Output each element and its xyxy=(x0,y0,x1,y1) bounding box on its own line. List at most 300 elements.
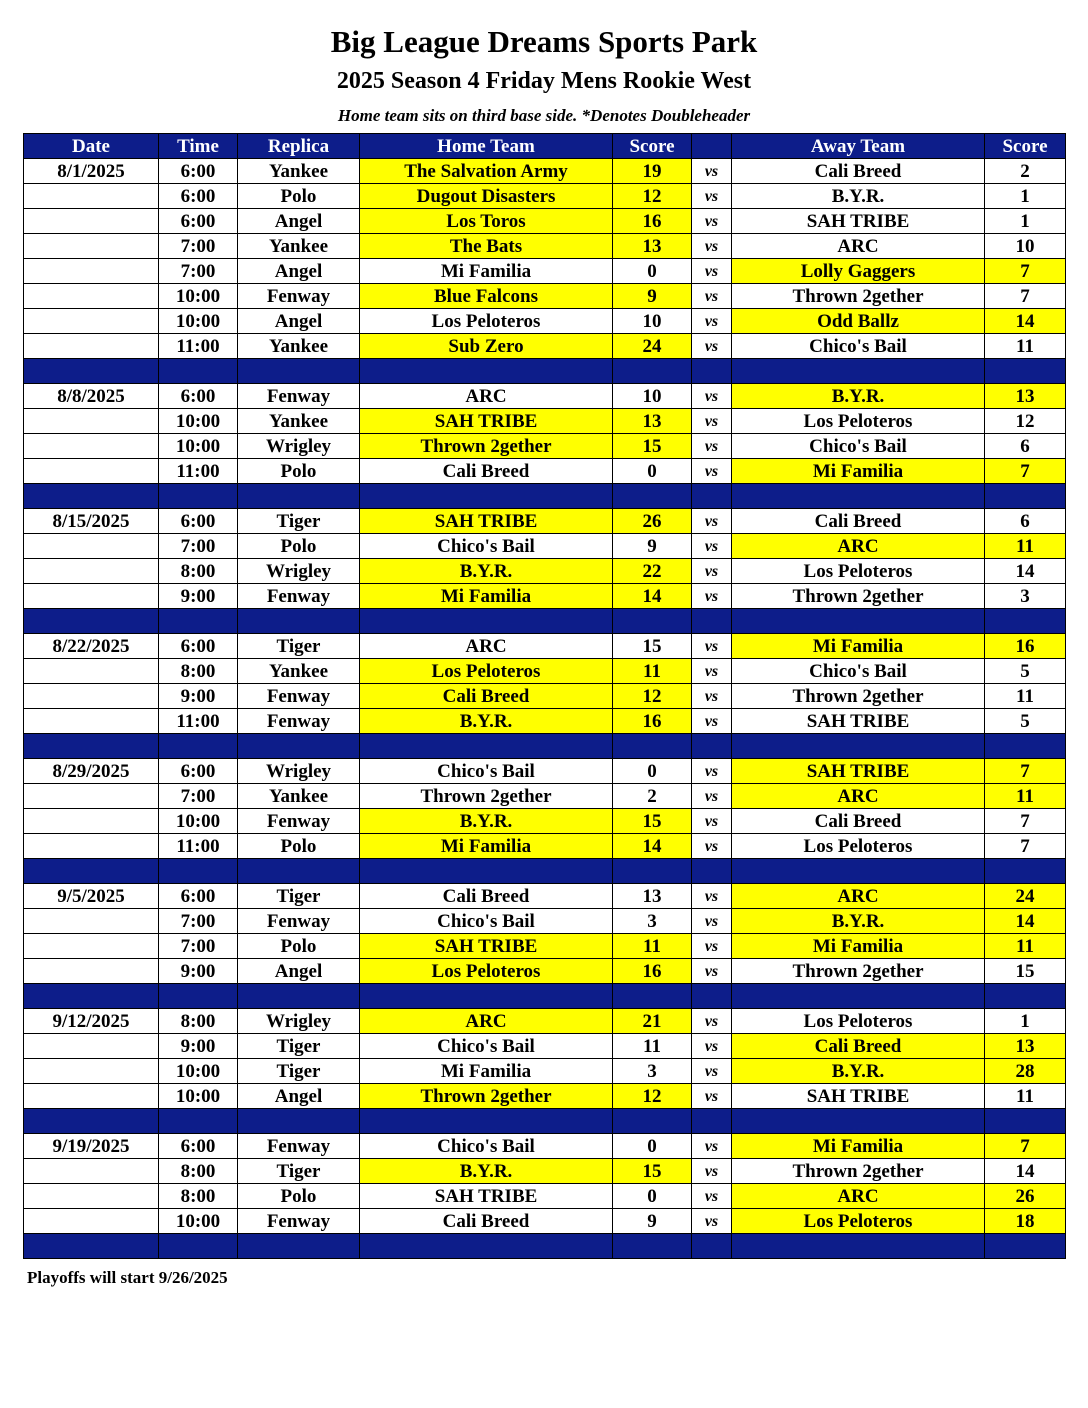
home-score: 12 xyxy=(613,684,692,709)
away-team: Los Peloteros xyxy=(732,409,985,434)
away-team: ARC xyxy=(732,784,985,809)
home-score: 3 xyxy=(613,1059,692,1084)
away-score: 6 xyxy=(985,509,1066,534)
away-score: 11 xyxy=(985,934,1066,959)
field-replica: Fenway xyxy=(238,709,360,734)
vs-label: vs xyxy=(692,584,732,609)
separator-cell xyxy=(613,609,692,634)
home-score: 0 xyxy=(613,1184,692,1209)
game-row xyxy=(24,1159,1066,1184)
game-row xyxy=(24,934,1066,959)
separator-cell xyxy=(732,734,985,759)
game-date xyxy=(24,209,159,234)
home-score: 9 xyxy=(613,534,692,559)
separator-cell xyxy=(24,1109,159,1134)
separator-cell xyxy=(985,1234,1066,1259)
separator-cell xyxy=(985,484,1066,509)
away-team: Mi Familia xyxy=(732,459,985,484)
game-time: 7:00 xyxy=(159,934,238,959)
game-time: 6:00 xyxy=(159,1134,238,1159)
col-header-home-score: Score xyxy=(613,134,692,159)
home-score: 13 xyxy=(613,409,692,434)
game-row xyxy=(24,284,1066,309)
separator-cell xyxy=(238,734,360,759)
game-row xyxy=(24,509,1066,534)
game-date: 8/8/2025 xyxy=(24,384,159,409)
home-score: 12 xyxy=(613,184,692,209)
away-team: B.Y.R. xyxy=(732,909,985,934)
home-score: 0 xyxy=(613,759,692,784)
vs-label: vs xyxy=(692,809,732,834)
game-date: 9/19/2025 xyxy=(24,1134,159,1159)
home-team: Mi Familia xyxy=(360,259,613,284)
game-time: 9:00 xyxy=(159,584,238,609)
home-team: Mi Familia xyxy=(360,584,613,609)
game-time: 10:00 xyxy=(159,309,238,334)
separator-cell xyxy=(159,859,238,884)
separator-cell xyxy=(238,1234,360,1259)
vs-label: vs xyxy=(692,959,732,984)
away-team: Los Peloteros xyxy=(732,1209,985,1234)
col-header-replica: Replica xyxy=(238,134,360,159)
field-replica: Tiger xyxy=(238,509,360,534)
away-score: 3 xyxy=(985,584,1066,609)
field-replica: Yankee xyxy=(238,784,360,809)
away-score: 11 xyxy=(985,684,1066,709)
game-date xyxy=(24,709,159,734)
home-score: 9 xyxy=(613,284,692,309)
separator-cell xyxy=(24,359,159,384)
game-date xyxy=(24,1184,159,1209)
away-team: Thrown 2gether xyxy=(732,284,985,309)
field-replica: Yankee xyxy=(238,159,360,184)
away-score: 11 xyxy=(985,534,1066,559)
field-replica: Tiger xyxy=(238,1059,360,1084)
game-date xyxy=(24,184,159,209)
schedule-table xyxy=(23,133,1066,1259)
home-score: 3 xyxy=(613,909,692,934)
game-row xyxy=(24,659,1066,684)
col-header-date: Date xyxy=(24,134,159,159)
field-replica: Yankee xyxy=(238,409,360,434)
vs-label: vs xyxy=(692,384,732,409)
vs-label: vs xyxy=(692,709,732,734)
separator-cell xyxy=(985,984,1066,1009)
week-separator xyxy=(24,484,1066,509)
away-score: 7 xyxy=(985,834,1066,859)
home-score: 16 xyxy=(613,959,692,984)
separator-cell xyxy=(238,859,360,884)
field-replica: Fenway xyxy=(238,909,360,934)
away-score: 12 xyxy=(985,409,1066,434)
home-score: 11 xyxy=(613,1034,692,1059)
game-time: 7:00 xyxy=(159,534,238,559)
field-replica: Wrigley xyxy=(238,759,360,784)
home-team: Thrown 2gether xyxy=(360,1084,613,1109)
separator-cell xyxy=(24,734,159,759)
field-replica: Polo xyxy=(238,184,360,209)
vs-label: vs xyxy=(692,509,732,534)
separator-cell xyxy=(692,984,732,1009)
field-replica: Angel xyxy=(238,259,360,284)
game-row xyxy=(24,234,1066,259)
away-score: 11 xyxy=(985,784,1066,809)
home-team: The Bats xyxy=(360,234,613,259)
field-replica: Polo xyxy=(238,534,360,559)
separator-cell xyxy=(985,859,1066,884)
game-date xyxy=(24,584,159,609)
game-time: 6:00 xyxy=(159,159,238,184)
vs-label: vs xyxy=(692,1134,732,1159)
away-score: 18 xyxy=(985,1209,1066,1234)
game-row xyxy=(24,159,1066,184)
away-score: 13 xyxy=(985,384,1066,409)
away-team: ARC xyxy=(732,884,985,909)
away-score: 14 xyxy=(985,909,1066,934)
vs-label: vs xyxy=(692,334,732,359)
game-time: 8:00 xyxy=(159,1009,238,1034)
schedule-body xyxy=(24,159,1066,1259)
game-date xyxy=(24,1084,159,1109)
field-replica: Polo xyxy=(238,1184,360,1209)
header-row xyxy=(24,134,1066,159)
home-team: Los Peloteros xyxy=(360,959,613,984)
away-team: Thrown 2gether xyxy=(732,959,985,984)
home-score: 12 xyxy=(613,1084,692,1109)
home-score: 14 xyxy=(613,834,692,859)
home-team: B.Y.R. xyxy=(360,709,613,734)
field-replica: Angel xyxy=(238,309,360,334)
game-time: 11:00 xyxy=(159,709,238,734)
vs-label: vs xyxy=(692,1009,732,1034)
game-date xyxy=(24,834,159,859)
game-date xyxy=(24,784,159,809)
game-date xyxy=(24,809,159,834)
home-score: 15 xyxy=(613,434,692,459)
game-date: 8/1/2025 xyxy=(24,159,159,184)
home-team: B.Y.R. xyxy=(360,809,613,834)
separator-cell xyxy=(692,859,732,884)
game-time: 6:00 xyxy=(159,184,238,209)
game-row xyxy=(24,834,1066,859)
away-score: 1 xyxy=(985,184,1066,209)
field-replica: Yankee xyxy=(238,659,360,684)
separator-cell xyxy=(360,734,613,759)
home-team: B.Y.R. xyxy=(360,1159,613,1184)
game-time: 6:00 xyxy=(159,384,238,409)
away-score: 16 xyxy=(985,634,1066,659)
col-header-away-score: Score xyxy=(985,134,1066,159)
field-replica: Angel xyxy=(238,959,360,984)
game-row xyxy=(24,534,1066,559)
field-replica: Fenway xyxy=(238,584,360,609)
home-score: 15 xyxy=(613,1159,692,1184)
field-replica: Fenway xyxy=(238,809,360,834)
game-row xyxy=(24,1009,1066,1034)
week-separator xyxy=(24,359,1066,384)
game-row xyxy=(24,759,1066,784)
separator-cell xyxy=(360,984,613,1009)
game-row xyxy=(24,909,1066,934)
vs-label: vs xyxy=(692,159,732,184)
game-time: 7:00 xyxy=(159,909,238,934)
home-score: 0 xyxy=(613,259,692,284)
home-team: Cali Breed xyxy=(360,1209,613,1234)
separator-cell xyxy=(159,609,238,634)
game-time: 7:00 xyxy=(159,234,238,259)
home-team: Mi Familia xyxy=(360,834,613,859)
home-score: 11 xyxy=(613,659,692,684)
game-row xyxy=(24,959,1066,984)
game-row xyxy=(24,1084,1066,1109)
game-row xyxy=(24,1184,1066,1209)
game-time: 10:00 xyxy=(159,409,238,434)
home-team: ARC xyxy=(360,1009,613,1034)
home-team: Cali Breed xyxy=(360,884,613,909)
separator-cell xyxy=(985,359,1066,384)
game-date xyxy=(24,284,159,309)
away-team: Chico's Bail xyxy=(732,659,985,684)
separator-cell xyxy=(692,484,732,509)
home-team: SAH TRIBE xyxy=(360,934,613,959)
separator-cell xyxy=(159,984,238,1009)
away-team: Cali Breed xyxy=(732,1034,985,1059)
separator-cell xyxy=(613,734,692,759)
separator-cell xyxy=(360,859,613,884)
vs-label: vs xyxy=(692,1159,732,1184)
away-team: Mi Familia xyxy=(732,1134,985,1159)
vs-label: vs xyxy=(692,259,732,284)
game-time: 11:00 xyxy=(159,834,238,859)
vs-label: vs xyxy=(692,634,732,659)
home-score: 15 xyxy=(613,634,692,659)
separator-cell xyxy=(24,859,159,884)
vs-label: vs xyxy=(692,209,732,234)
away-score: 1 xyxy=(985,1009,1066,1034)
away-score: 28 xyxy=(985,1059,1066,1084)
home-team: SAH TRIBE xyxy=(360,509,613,534)
away-score: 5 xyxy=(985,709,1066,734)
field-replica: Tiger xyxy=(238,1159,360,1184)
vs-label: vs xyxy=(692,909,732,934)
game-row xyxy=(24,1209,1066,1234)
home-score: 0 xyxy=(613,459,692,484)
field-replica: Polo xyxy=(238,834,360,859)
away-score: 7 xyxy=(985,809,1066,834)
separator-cell xyxy=(692,1234,732,1259)
separator-cell xyxy=(24,984,159,1009)
separator-cell xyxy=(732,859,985,884)
away-team: Cali Breed xyxy=(732,809,985,834)
separator-cell xyxy=(732,984,985,1009)
home-score: 11 xyxy=(613,934,692,959)
home-team: Chico's Bail xyxy=(360,534,613,559)
field-replica: Fenway xyxy=(238,1209,360,1234)
field-replica: Fenway xyxy=(238,284,360,309)
game-row xyxy=(24,684,1066,709)
game-row xyxy=(24,384,1066,409)
vs-label: vs xyxy=(692,1084,732,1109)
away-score: 6 xyxy=(985,434,1066,459)
away-score: 14 xyxy=(985,559,1066,584)
game-time: 6:00 xyxy=(159,634,238,659)
home-score: 16 xyxy=(613,709,692,734)
separator-cell xyxy=(732,1234,985,1259)
home-team: Sub Zero xyxy=(360,334,613,359)
separator-cell xyxy=(613,484,692,509)
home-score: 2 xyxy=(613,784,692,809)
away-team: ARC xyxy=(732,234,985,259)
game-time: 7:00 xyxy=(159,784,238,809)
separator-cell xyxy=(360,484,613,509)
away-team: Lolly Gaggers xyxy=(732,259,985,284)
game-time: 10:00 xyxy=(159,284,238,309)
game-date xyxy=(24,309,159,334)
separator-cell xyxy=(985,1109,1066,1134)
game-time: 6:00 xyxy=(159,759,238,784)
game-date xyxy=(24,1034,159,1059)
separator-cell xyxy=(238,484,360,509)
field-replica: Fenway xyxy=(238,684,360,709)
away-team: B.Y.R. xyxy=(732,1059,985,1084)
away-team: Thrown 2gether xyxy=(732,584,985,609)
away-team: Thrown 2gether xyxy=(732,684,985,709)
field-replica: Tiger xyxy=(238,634,360,659)
vs-label: vs xyxy=(692,434,732,459)
schedule-note: Home team sits on third base side. *Denotes Doubleheader xyxy=(337,106,751,125)
field-replica: Yankee xyxy=(238,334,360,359)
field-replica: Tiger xyxy=(238,1034,360,1059)
separator-cell xyxy=(360,609,613,634)
away-score: 13 xyxy=(985,1034,1066,1059)
separator-cell xyxy=(613,1109,692,1134)
away-team: Los Peloteros xyxy=(732,1009,985,1034)
away-score: 14 xyxy=(985,309,1066,334)
away-team: Chico's Bail xyxy=(732,434,985,459)
game-date xyxy=(24,959,159,984)
away-team: Chico's Bail xyxy=(732,334,985,359)
home-team: Chico's Bail xyxy=(360,759,613,784)
game-time: 9:00 xyxy=(159,959,238,984)
separator-cell xyxy=(360,1234,613,1259)
vs-label: vs xyxy=(692,759,732,784)
away-score: 24 xyxy=(985,884,1066,909)
week-separator xyxy=(24,984,1066,1009)
game-row xyxy=(24,809,1066,834)
separator-cell xyxy=(159,484,238,509)
home-score: 26 xyxy=(613,509,692,534)
away-score: 2 xyxy=(985,159,1066,184)
game-date xyxy=(24,434,159,459)
vs-label: vs xyxy=(692,234,732,259)
separator-cell xyxy=(24,609,159,634)
game-time: 6:00 xyxy=(159,209,238,234)
home-score: 21 xyxy=(613,1009,692,1034)
page-title: Big League Dreams Sports Park xyxy=(330,24,758,59)
game-row xyxy=(24,459,1066,484)
vs-label: vs xyxy=(692,1034,732,1059)
home-team: Chico's Bail xyxy=(360,1034,613,1059)
home-team: Los Peloteros xyxy=(360,309,613,334)
away-score: 7 xyxy=(985,259,1066,284)
away-score: 26 xyxy=(985,1184,1066,1209)
field-replica: Wrigley xyxy=(238,559,360,584)
week-separator xyxy=(24,1234,1066,1259)
game-time: 8:00 xyxy=(159,1159,238,1184)
home-score: 19 xyxy=(613,159,692,184)
vs-label: vs xyxy=(692,784,732,809)
home-score: 10 xyxy=(613,309,692,334)
away-team: Odd Ballz xyxy=(732,309,985,334)
separator-cell xyxy=(613,984,692,1009)
game-row xyxy=(24,309,1066,334)
game-date xyxy=(24,234,159,259)
vs-label: vs xyxy=(692,1059,732,1084)
home-team: SAH TRIBE xyxy=(360,409,613,434)
game-time: 8:00 xyxy=(159,1184,238,1209)
game-date xyxy=(24,409,159,434)
vs-label: vs xyxy=(692,409,732,434)
game-row xyxy=(24,634,1066,659)
separator-cell xyxy=(692,1109,732,1134)
week-separator xyxy=(24,1109,1066,1134)
game-date xyxy=(24,909,159,934)
vs-label: vs xyxy=(692,834,732,859)
vs-label: vs xyxy=(692,559,732,584)
separator-cell xyxy=(360,359,613,384)
away-score: 7 xyxy=(985,759,1066,784)
away-team: SAH TRIBE xyxy=(732,1084,985,1109)
field-replica: Polo xyxy=(238,934,360,959)
game-date xyxy=(24,559,159,584)
game-date xyxy=(24,1059,159,1084)
away-score: 5 xyxy=(985,659,1066,684)
home-team: The Salvation Army xyxy=(360,159,613,184)
separator-cell xyxy=(692,734,732,759)
separator-cell xyxy=(159,1109,238,1134)
game-row xyxy=(24,584,1066,609)
separator-cell xyxy=(613,1234,692,1259)
home-team: SAH TRIBE xyxy=(360,1184,613,1209)
home-team: B.Y.R. xyxy=(360,559,613,584)
game-time: 9:00 xyxy=(159,1034,238,1059)
game-date xyxy=(24,1159,159,1184)
away-team: Mi Familia xyxy=(732,934,985,959)
vs-label: vs xyxy=(692,934,732,959)
separator-cell xyxy=(985,609,1066,634)
home-team: Dugout Disasters xyxy=(360,184,613,209)
away-team: SAH TRIBE xyxy=(732,209,985,234)
home-score: 0 xyxy=(613,1134,692,1159)
away-score: 1 xyxy=(985,209,1066,234)
separator-cell xyxy=(238,359,360,384)
game-row xyxy=(24,559,1066,584)
vs-label: vs xyxy=(692,884,732,909)
league-subtitle: 2025 Season 4 Friday Mens Rookie West xyxy=(336,68,752,94)
separator-cell xyxy=(159,734,238,759)
home-team: Mi Familia xyxy=(360,1059,613,1084)
home-score: 16 xyxy=(613,209,692,234)
game-date: 8/29/2025 xyxy=(24,759,159,784)
vs-label: vs xyxy=(692,459,732,484)
separator-cell xyxy=(24,1234,159,1259)
separator-cell xyxy=(732,1109,985,1134)
field-replica: Tiger xyxy=(238,884,360,909)
away-score: 14 xyxy=(985,1159,1066,1184)
away-score: 7 xyxy=(985,1134,1066,1159)
home-score: 13 xyxy=(613,884,692,909)
separator-cell xyxy=(985,734,1066,759)
